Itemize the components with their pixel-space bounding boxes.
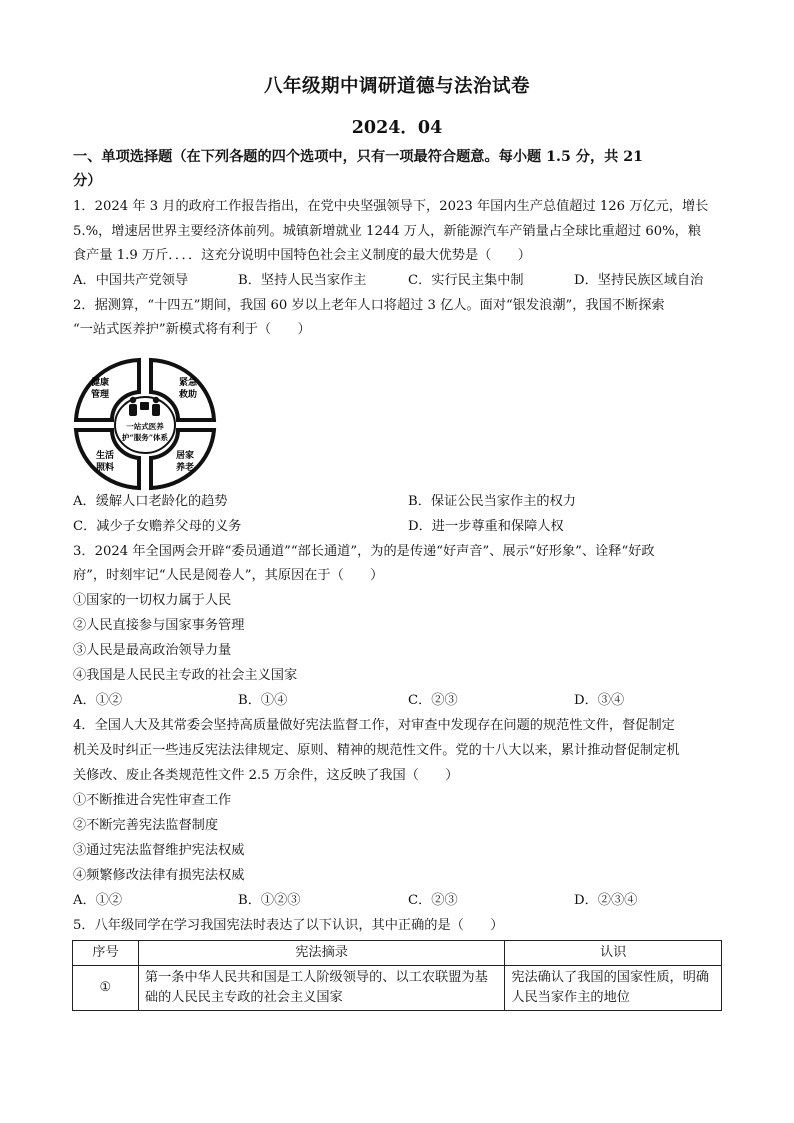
row-no: ①	[73, 966, 139, 1011]
q4-stem-line2: 机关及时纠正一些违反宪法法律规定、原则、精神的规范性文件。党的十八大以来，累计推动督促制定机	[73, 743, 680, 758]
q4-option-c: C．②③	[408, 893, 458, 908]
q3-item-4: ④我国是人民民主专政的社会主义国家	[73, 668, 298, 683]
q3-stem-line1: 3．2024 年全国两会开辟“委员通道”“部长通道”，为的是传递“好声音”、展示“好形象”、诠释“好政	[73, 544, 655, 559]
q2-option-c: C．减少子女赡养父母的义务	[73, 519, 242, 534]
q1-option-d: D．坚持民族区域自治	[574, 273, 704, 288]
constitution-table	[72, 940, 722, 1011]
quadrant-label-daily-care: 生活照料	[95, 451, 115, 473]
q1-option-a: A．中国共产党领导	[73, 273, 189, 288]
center-text-1: 一站式医养	[126, 422, 164, 431]
q1-option-c: C．实行民主集中制	[408, 273, 524, 288]
header-excerpt: 宪法摘录	[138, 941, 504, 966]
q1-option-b: B．坚持人民当家作主	[238, 273, 367, 288]
q2-stem-line1: 2．据测算，“十四五”期间，我国 60 岁以上老年人口将超过 3 亿人。面对“银发浪潮”，我国不断探索	[73, 298, 665, 313]
q4-option-a: A．①②	[73, 893, 123, 908]
q2-stem-line2: “一站式医养护”新模式将有利于（ ）	[73, 322, 311, 337]
exam-title: 八年级期中调研道德与法治试卷	[263, 76, 530, 97]
q3-option-d: D．③④	[574, 693, 625, 708]
q1-stem-line2: 5.%，增速居世界主要经济体前列。城镇新增就业 1244 万人，新能源汽车产销量占全球比重超过 60%，粮	[73, 224, 702, 239]
q4-item-1: ①不断推进合宪性审查工作	[73, 793, 232, 808]
table-header-row	[73, 941, 722, 966]
q3-option-a: A．①②	[73, 693, 123, 708]
quadrant-label-health: 健康管理	[90, 378, 110, 400]
q3-stem-line2: 府”，时刻牢记“人民是阅卷人”，其原因在于（ ）	[73, 568, 384, 583]
section-heading-cont: 分）	[73, 173, 102, 189]
q3-item-1: ①国家的一切权力属于人民	[73, 593, 232, 608]
header-view: 认识	[505, 941, 722, 966]
q4-item-3: ③通过宪法监督维护宪法权威	[73, 843, 245, 858]
q2-option-d: D．进一步尊重和保障人权	[408, 519, 564, 534]
q4-option-d: D．②③④	[574, 893, 638, 908]
q4-item-2: ②不断完善宪法监督制度	[73, 818, 219, 833]
q3-item-3: ③人民是最高政治领导力量	[73, 643, 232, 658]
quadrant-label-home-care: 居家养老	[175, 451, 195, 473]
q3-item-2: ②人民直接参与国家事务管理	[73, 618, 245, 633]
q3-option-b: B．①④	[238, 693, 288, 708]
q5-stem: 5．八年级同学在学习我国宪法时表达了以下认识，其中正确的是（ ）	[73, 918, 504, 933]
q1-stem-line3: 食产量 1.9 万斤．．．．这充分说明中国特色社会主义制度的最大优势是（ ）	[73, 248, 531, 263]
row-excerpt: 第一条中华人民共和国是工人阶级领导的、以工农联盟为基础的人民民主专政的社会主义国家	[138, 966, 504, 1011]
quadrant-label-emergency: 紧急救助	[178, 378, 198, 400]
center-text-2: 护“服务”体系	[121, 433, 169, 442]
exam-date: 2024．04	[351, 118, 443, 138]
q1-stem-line1: 1．2024 年 3 月的政府工作报告指出，在党中央坚强领导下，2023 年国内生产总值超过 126 万亿元，增长	[73, 199, 709, 214]
elderly-care-diagram	[72, 357, 218, 491]
q3-option-c: C．②③	[408, 693, 458, 708]
q4-stem-line3: 关修改、废止各类规范性文件 2.5 万余件，这反映了我国（ ）	[73, 768, 459, 783]
q4-option-b: B．①②③	[238, 893, 301, 908]
q2-option-b: B．保证公民当家作主的权力	[408, 494, 576, 509]
header-no: 序号	[73, 941, 139, 966]
row-view: 宪法确认了我国的国家性质，明确人民当家作主的地位	[505, 966, 722, 1011]
q2-option-a: A．缓解人口老龄化的趋势	[73, 494, 228, 509]
q4-stem-line1: 4．全国人大及其常委会坚持高质量做好宪法监督工作，对审查中发现存在问题的规范性文件，督促制定	[73, 718, 675, 733]
table-row	[73, 966, 722, 1011]
section-heading: 一、单项选择题（在下列各题的四个选项中，只有一项最符合题意。每小题 1.5 分，共 21	[73, 149, 643, 165]
q4-item-4: ④频繁修改法律有损宪法权威	[73, 868, 245, 883]
